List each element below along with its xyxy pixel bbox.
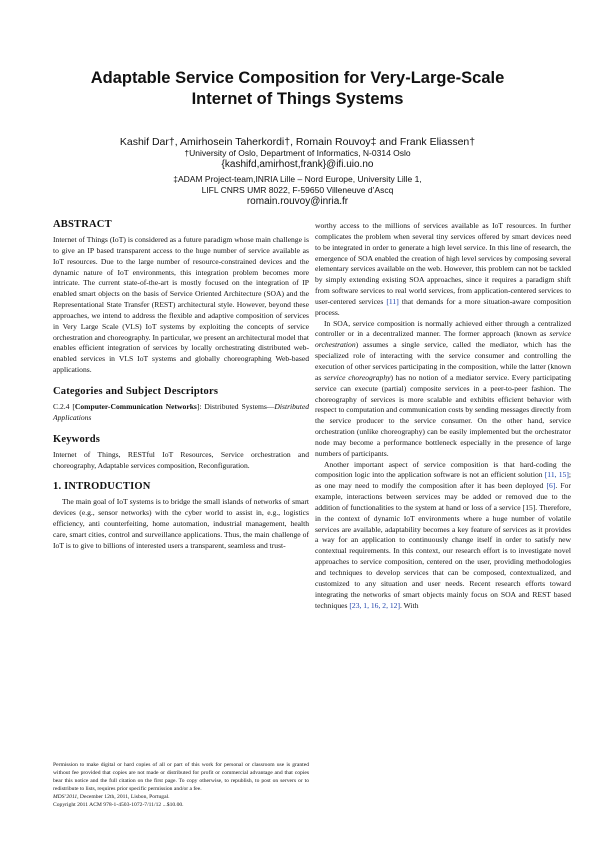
p1-text-a: worthy access to the millions of services available as IoT resources. In further complicates the problem when several tiny services offered by smart devices need to be integrated in order to generate a high level service. In this line of research, the emergence of SOA enabled the creation of high level services by composing several elementary services available on the web. However, this problem can not be tackled by simply extending existing SOA approaches, since it requires a paradigm shift from software services to real world services, from application-centered services to user-centered services (315, 221, 571, 306)
venue-details: December 12th, 2011, Lisbon, Portugal. (78, 793, 170, 800)
affiliation-2-line-1: ‡ADAM Project-team,INRIA Lille – Nord Europe, University Lille 1, (173, 174, 422, 184)
abstract-text: Internet of Things (IoT) is considered as a future paradigm whose main challenge is to give an IP based transparent access to the huge number of service available as IoT resources. Due to the large number of resource-constrained devices and the dynamic nature of IoT environments, this integration problem becomes more intricate. The current state-of-the-art is mostly focused on the integration of IP enabled smart objects on the basis of Service Oriented Architecture (SOA) and the Representational State Transfer (REST) architectural style. However, beyond these approaches, we intend to address the flexible and adaptive composition of services in Very Large Scale (VLS) IoT systems by exploiting the concepts of service orchestration and choreography. In particular, we present an architectural model that enables efficient integration of services by locally orchestrating distributed web-enabled services in VLS IoT systems and globally choreographing Web-based applications. (53, 235, 310, 375)
p3-text-a: Another important aspect of service composition is that hard-coding the composition logic into the application software is not an efficient solution (315, 459, 571, 480)
keywords-heading: Keywords (53, 433, 101, 445)
affiliation-2-line-2: LIFL CNRS UMR 8022, F-59650 Villeneuve d’Ascq (201, 185, 394, 195)
p2-text-c: ) has no notion of a mediator service. Every participating service can execute (partial) composite services in a peer-to-peer fashion. The choreography of services is more scalable and exhibits efficient behavior with respect to computation and communication costs by sending messages directly from the service producer to the service consumer. On the other hand, service orchestration (unlike choreography) can be easily implemented but the orchestrator node may become a performance bottleneck especially in the presence of large numbers of participants. (315, 372, 571, 458)
p2-text-a: In SOA, service composition is normally achieved either through a centralized controller or in a decentralized manner. The former approach (known as (315, 318, 571, 339)
citation-link[interactable]: [6] (546, 481, 556, 491)
introduction-heading: 1. INTRODUCTION (53, 481, 151, 493)
venue-line (53, 794, 309, 802)
affiliation-1: †University of Oslo, Department of Informatics, N-0314 Oslo (184, 148, 411, 158)
keywords-text: Internet of Things, RESTful IoT Resources, Service orchestration and choreography, Adaptable services composition, Reconfiguration. (53, 449, 309, 470)
venue-name: MDS’2011, (53, 793, 79, 800)
copyright-line: Copyright 2011 ACM 978-1-4503-1072-7/11/12 ...$10.00. (53, 801, 184, 808)
right-paragraph-2 (315, 319, 571, 460)
introduction-paragraph-1: The main goal of IoT systems is to bridge the small islands of networks of smart devices (e.g., sensor networks) with the cyber world to assist in, e.g., logistics efficiency, anti counterfeiting, home automation, industrial management, health care, smart cities, control and surveillance applications. Thus, the main challenge of IoT is to give to billions of interested users a transparent, seamless and trust- (53, 497, 309, 550)
p3-text-d: . With (400, 600, 419, 610)
p3-text-b: ; as one may need to modify the composition after it has been deployed (315, 470, 571, 491)
right-column (315, 221, 571, 611)
p1-text-b: that demands for a more situation-aware composition process. (315, 296, 571, 317)
p3-text-c: . For example, interactions between services may be added or removed due to the addition of functionalities to the system at hand or loss of a service [15]. Therefore, in the context of dynamic IoT environments where a huge number of volatile services are available, adaptability becomes a key feature of services as it provides a way for an application to continuously change itself in order to satisfy new contextual requirements. In this context, our research effort is to investigate novel approaches to service composition, centered on the user, providing methodologies and techniques to develop services that can be composed, contextualized, and customized to any situation and user needs. Recent research efforts toward integrating the networks of smart objects mainly focus on SOA and REST based techniques (315, 481, 571, 610)
abstract-heading: ABSTRACT (53, 219, 112, 230)
p2-emphasis-choreography: service choreography (324, 372, 391, 382)
p2-text-b: ) assumes a single service, called the mediator, which has the specialized role of interacting with the service consumer and controlling the execution of other services participating in the composition, while the latter (known as (315, 340, 571, 382)
categories-bold: Computer-Communication Networks (74, 401, 197, 411)
affiliation-1-email: {kashifd,amirhost,frank}@ifi.uio.no (221, 159, 374, 170)
permission-text: Permission to make digital or hard copies of all or part of this work for personal or classroom use is granted without fee provided that copies are not made or distributed for profit or commercial advantage and that copies bear this notice and the full citation on the first page. To copy otherwise, to republish, to post on servers or to redistribute to lists, requires prior specific permission and/or a fee. (53, 762, 309, 792)
author-names: Kashif Dar†, Amirhosein Taherkordi†, Romain Rouvoy‡ and Frank Eliassen† (119, 136, 476, 148)
left-column (53, 218, 309, 552)
permission-notice (53, 762, 309, 809)
citation-link[interactable]: [11, 15] (544, 470, 569, 480)
right-paragraph-1 (315, 221, 571, 319)
title-line-1: Adaptable Service Composition for Very-Large-Scale (90, 69, 505, 87)
categories-code: C.2.4 [ (53, 401, 75, 411)
categories-heading: Categories and Subject Descriptors (53, 385, 219, 397)
p2-emphasis-orchestration: service orchestration (315, 329, 571, 350)
title-line-2: Internet of Things Systems (191, 90, 404, 108)
citation-link[interactable]: [23, 1, 16, 2, 12] (349, 600, 400, 610)
categories-text (53, 402, 309, 424)
author-block (0, 136, 595, 208)
paper-title (0, 68, 595, 110)
categories-rest: ]: Distributed Systems— (196, 401, 275, 411)
categories-italic: Distributed Applications (53, 401, 310, 422)
right-paragraph-3 (315, 460, 571, 612)
affiliation-2-email: romain.rouvoy@inria.fr (246, 196, 349, 207)
citation-link[interactable]: [11] (386, 296, 399, 306)
